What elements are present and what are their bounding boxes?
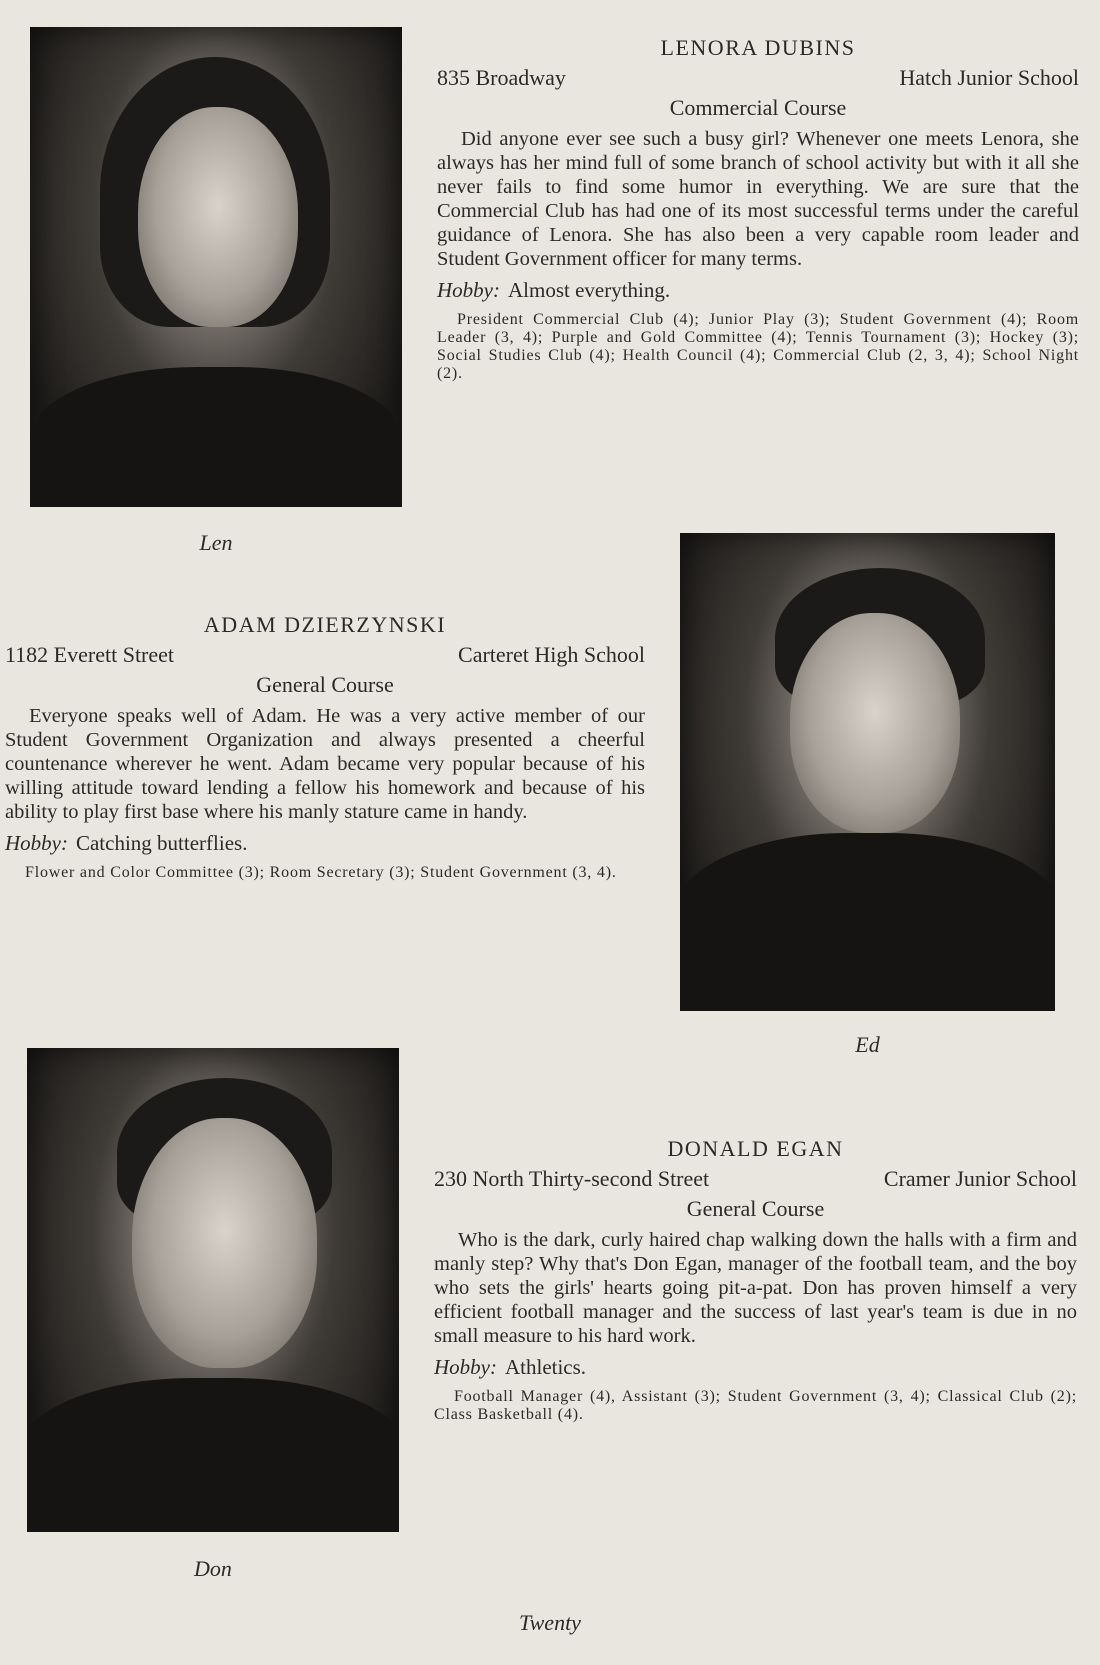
hobby-value: Catching butterflies. xyxy=(75,831,248,855)
student-name: DONALD EGAN xyxy=(667,1136,844,1161)
hobby-value: Athletics. xyxy=(504,1355,587,1379)
portrait-adam-dzierzynski xyxy=(680,533,1055,1011)
nickname-don: Don xyxy=(194,1556,232,1581)
address-row xyxy=(434,1164,1077,1194)
nickname-ed: Ed xyxy=(855,1032,880,1057)
entry-adam-dzierzynski xyxy=(5,610,645,882)
previous-school: Carteret High School xyxy=(458,642,645,667)
entry-lenora-dubins xyxy=(437,33,1079,383)
portrait-lenora-dubins xyxy=(30,27,402,507)
home-address: 230 North Thirty-second Street xyxy=(434,1166,710,1191)
student-name: ADAM DZIERZYNSKI xyxy=(203,612,447,637)
activities-list: Football Manager (4), Assistant (3); Student Government (3, 4); Classical Club (2); Class Basketball (4). xyxy=(434,1388,1077,1423)
entry-donald-egan xyxy=(434,1134,1077,1424)
previous-school: Hatch Junior School xyxy=(899,65,1079,90)
activities-list: President Commercial Club (4); Junior Play (3); Student Government (4); Room Leader (3, 4); Purple and Gold Committee (4); Tennis Tournament (3); Hockey (3); Social Studies Club (4); Health Council (4); Commercial Club (2, 3, 4); School Night (2). xyxy=(437,311,1079,382)
hobby-label: Hobby: xyxy=(434,1355,497,1379)
home-address: 835 Broadway xyxy=(437,65,566,90)
course: Commercial Course xyxy=(669,95,847,120)
bio-text: Did anyone ever see such a busy girl? Whenever one meets Lenora, she always has her mind full of some branch of school activity but with it all she never fails to find some humor in everything. We are sure that the Commercial Club has had one of its most successful terms under the careful guidance of Lenora. She has also been a very capable room leader and Student Government officer for many terms. xyxy=(437,128,1079,270)
address-row xyxy=(437,63,1079,93)
course: General Course xyxy=(256,672,394,697)
portrait-donald-egan xyxy=(27,1048,399,1532)
activities-list: Flower and Color Committee (3); Room Secretary (3); Student Government (3, 4). xyxy=(25,864,617,881)
hobby-line xyxy=(437,277,1079,303)
hobby-value: Almost everything. xyxy=(507,278,671,302)
hobby-line xyxy=(5,830,645,856)
hobby-label: Hobby: xyxy=(437,278,500,302)
bio-text: Everyone speaks well of Adam. He was a very active member of our Student Government Organization and always presented a cheerful countenance wherever he went. Adam became very popular because of his willing attitude toward lending a fellow his homework and because of his ability to play first base where his manly stature came in handy. xyxy=(5,705,645,823)
bio-text: Who is the dark, curly haired chap walking down the halls with a firm and manly step? Why that's Don Egan, manager of the football team, and the boy who sets the girls' hearts going pit-a-pat. Don has proven himself a very efficient football manager and the success of last year's team is due in no small measure to his hard work. xyxy=(434,1229,1077,1347)
address-row xyxy=(5,640,645,670)
home-address: 1182 Everett Street xyxy=(5,642,175,667)
student-name: LENORA DUBINS xyxy=(660,35,856,60)
nickname-len: Len xyxy=(199,530,233,555)
hobby-line xyxy=(434,1354,1077,1380)
course: General Course xyxy=(686,1196,825,1221)
previous-school: Cramer Junior School xyxy=(883,1166,1077,1191)
page-number: Twenty xyxy=(519,1610,581,1635)
hobby-label: Hobby: xyxy=(5,831,68,855)
